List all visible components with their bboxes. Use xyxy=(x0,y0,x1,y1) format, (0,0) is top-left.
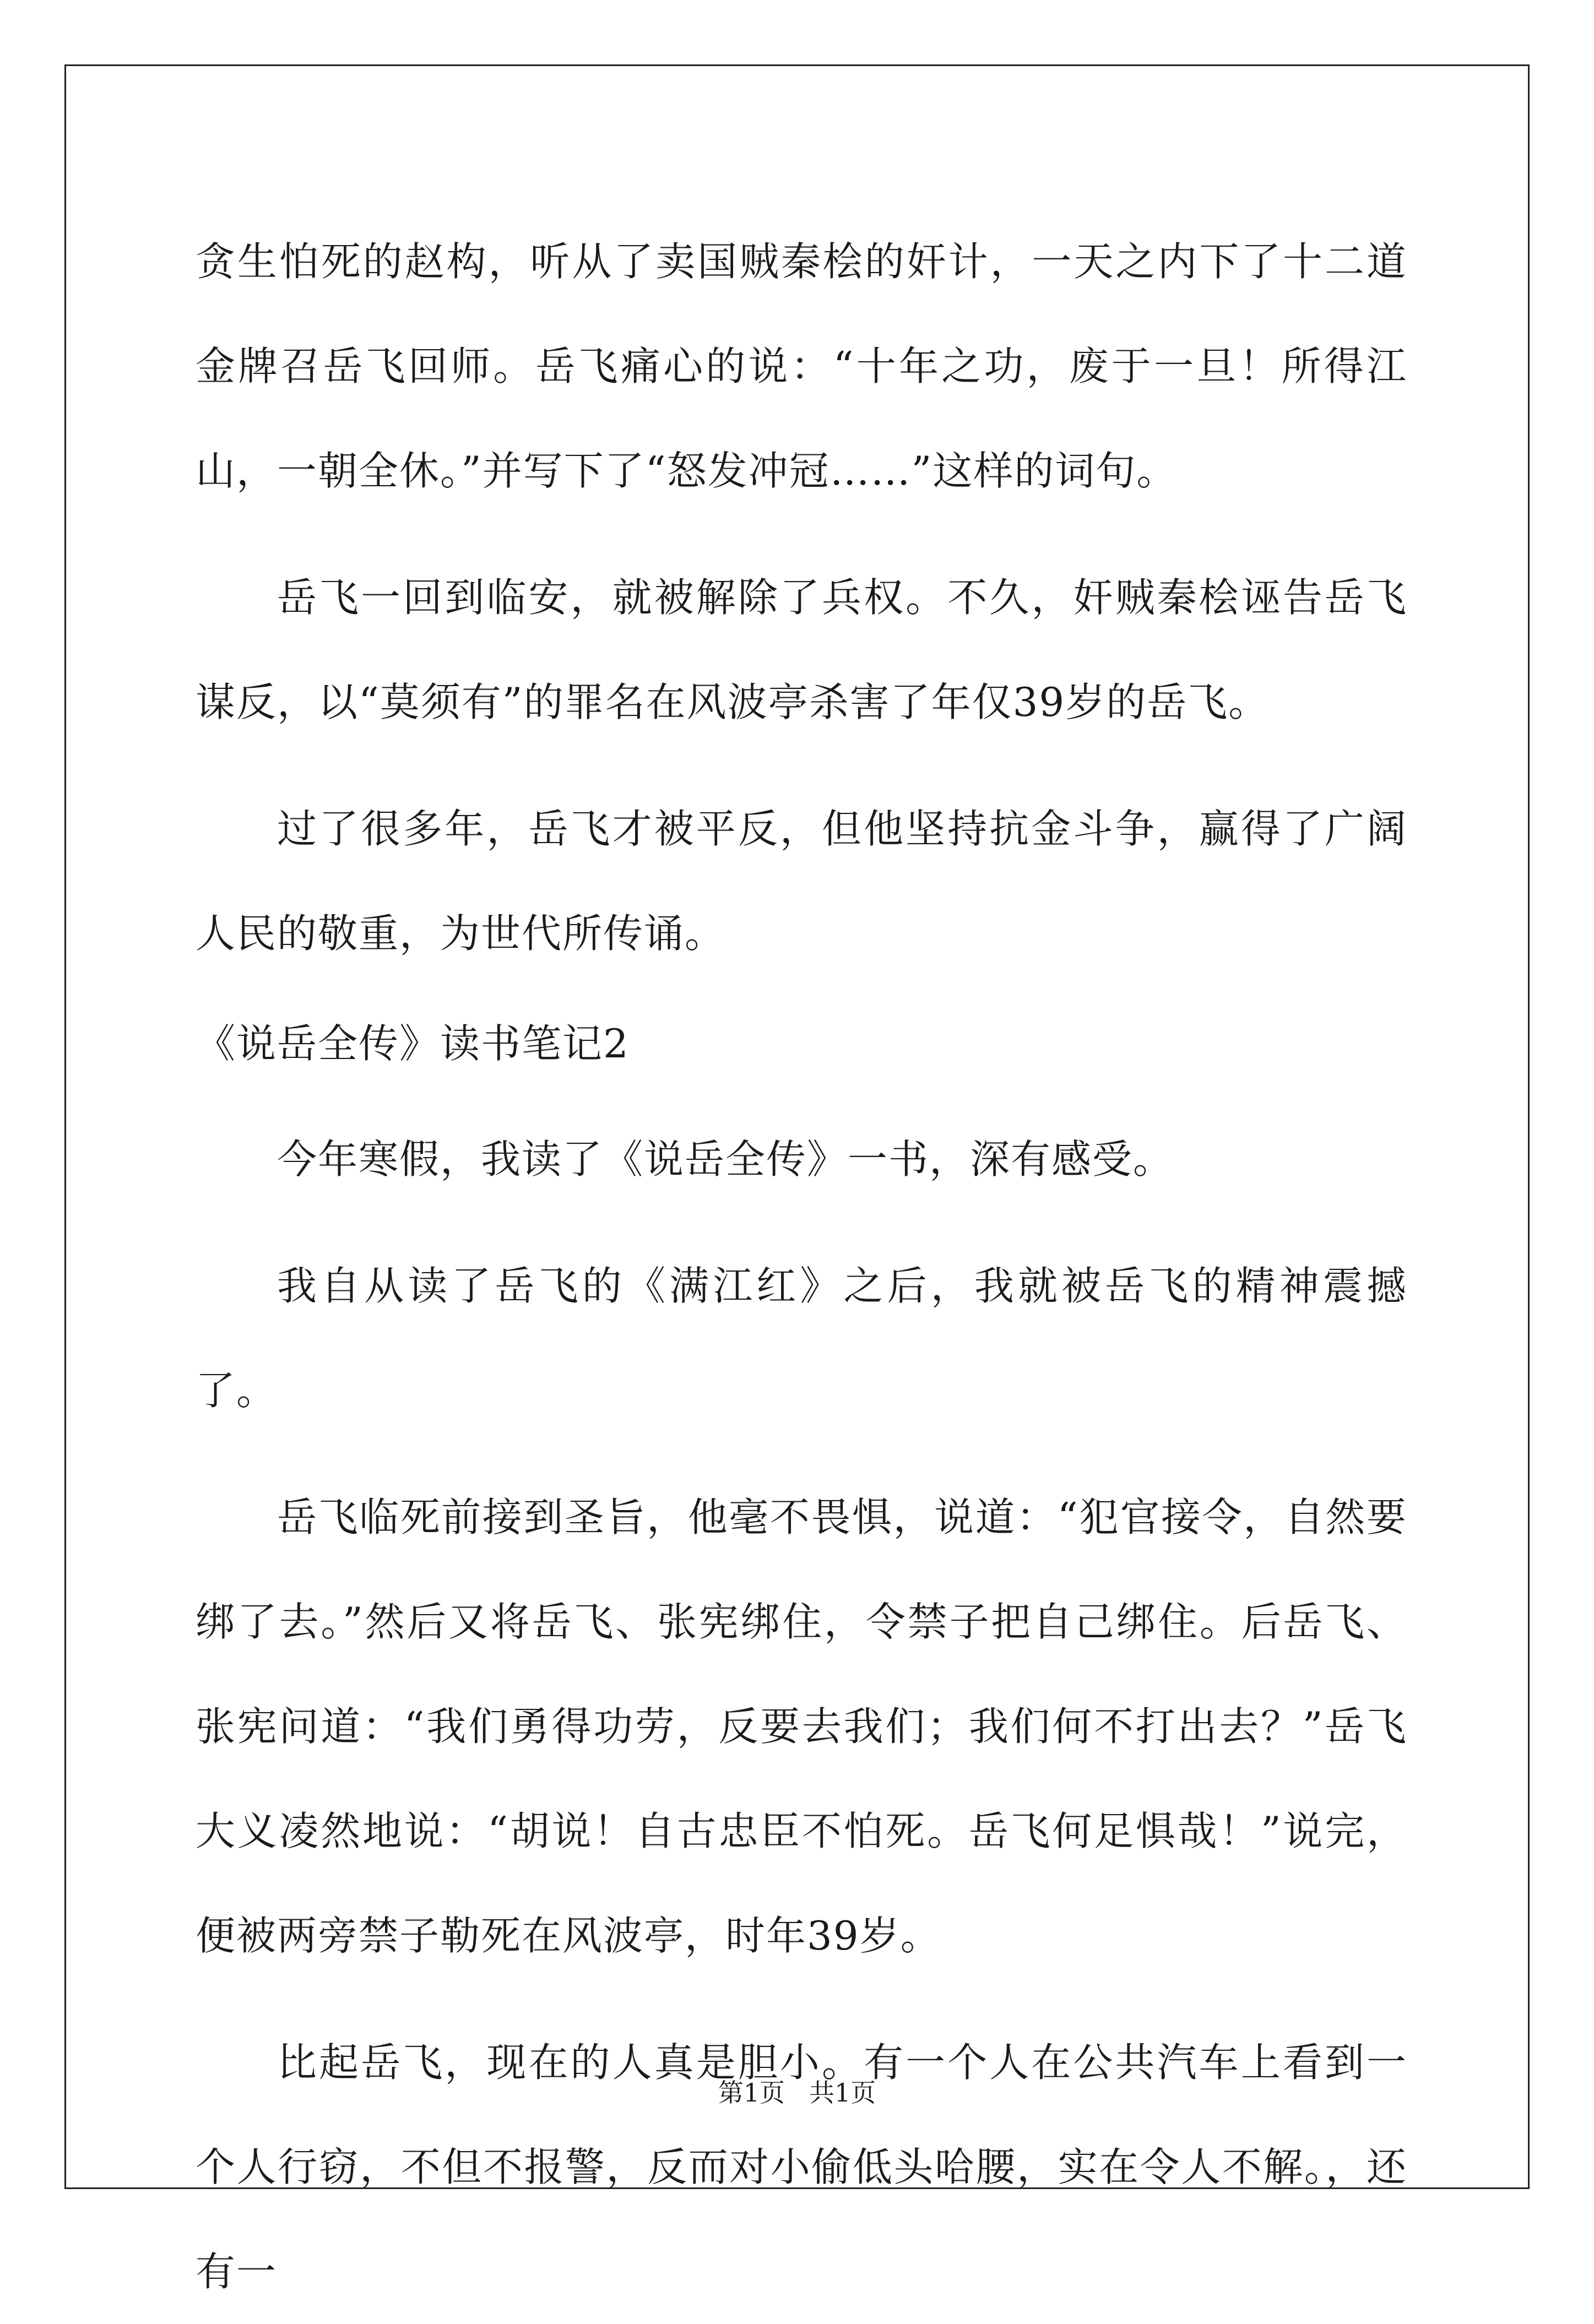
paragraph: 我自从读了岳飞的《满江红》之后，我就被岳飞的精神震撼了。 xyxy=(196,1263,1407,1414)
page-footer xyxy=(0,2076,1594,2109)
paragraph: 贪生怕死的赵构，听从了卖国贼秦桧的奸计，一天之内下了十二道金牌召岳飞回师。岳飞痛心的说：“十年之功，废于一旦！所得江山，一朝全休。”并写下了“怒发冲冠……”这样的词句。 xyxy=(196,238,1407,494)
paragraph: 过了很多年，岳飞才被平反，但他坚持抗金斗争，赢得了广阔人民的敬重，为世代所传诵。 xyxy=(196,806,1407,957)
paragraph: 岳飞临死前接到圣旨，他毫不畏惧，说道：“犯官接令，自然要绑了去。”然后又将岳飞、张宪绑住，令禁子把自己绑住。后岳飞、张宪问道：“我们勇得功劳，反要去我们；我们何不打出去？”岳飞大义凌然地说：“胡说！自古忠臣不怕死。岳飞何足惧哉！”说完，便被两旁禁子勒死在风波亭，时年39岁。 xyxy=(196,1494,1407,1959)
paragraph: 岳飞一回到临安，就被解除了兵权。不久，奸贼秦桧诬告岳飞谋反，以“莫须有”的罪名在风波亭杀害了年仅39岁的岳飞。 xyxy=(196,574,1407,725)
paragraph: 今年寒假，我读了《说岳全传》一书，深有感受。 xyxy=(277,1136,1174,1182)
document-body xyxy=(196,209,1407,2324)
paragraph: 比起岳飞，现在的人真是胆小。有一个人在公共汽车上看到一个人行窃，不但不报警，反而对小偷低头哈腰，实在令人不解。，还有一 xyxy=(196,2039,1407,2295)
section-heading: 《说岳全传》读书笔记2 xyxy=(196,1020,630,1067)
current-page-label: 第1页 xyxy=(718,2078,785,2108)
total-pages-label: 共1页 xyxy=(809,2078,876,2108)
